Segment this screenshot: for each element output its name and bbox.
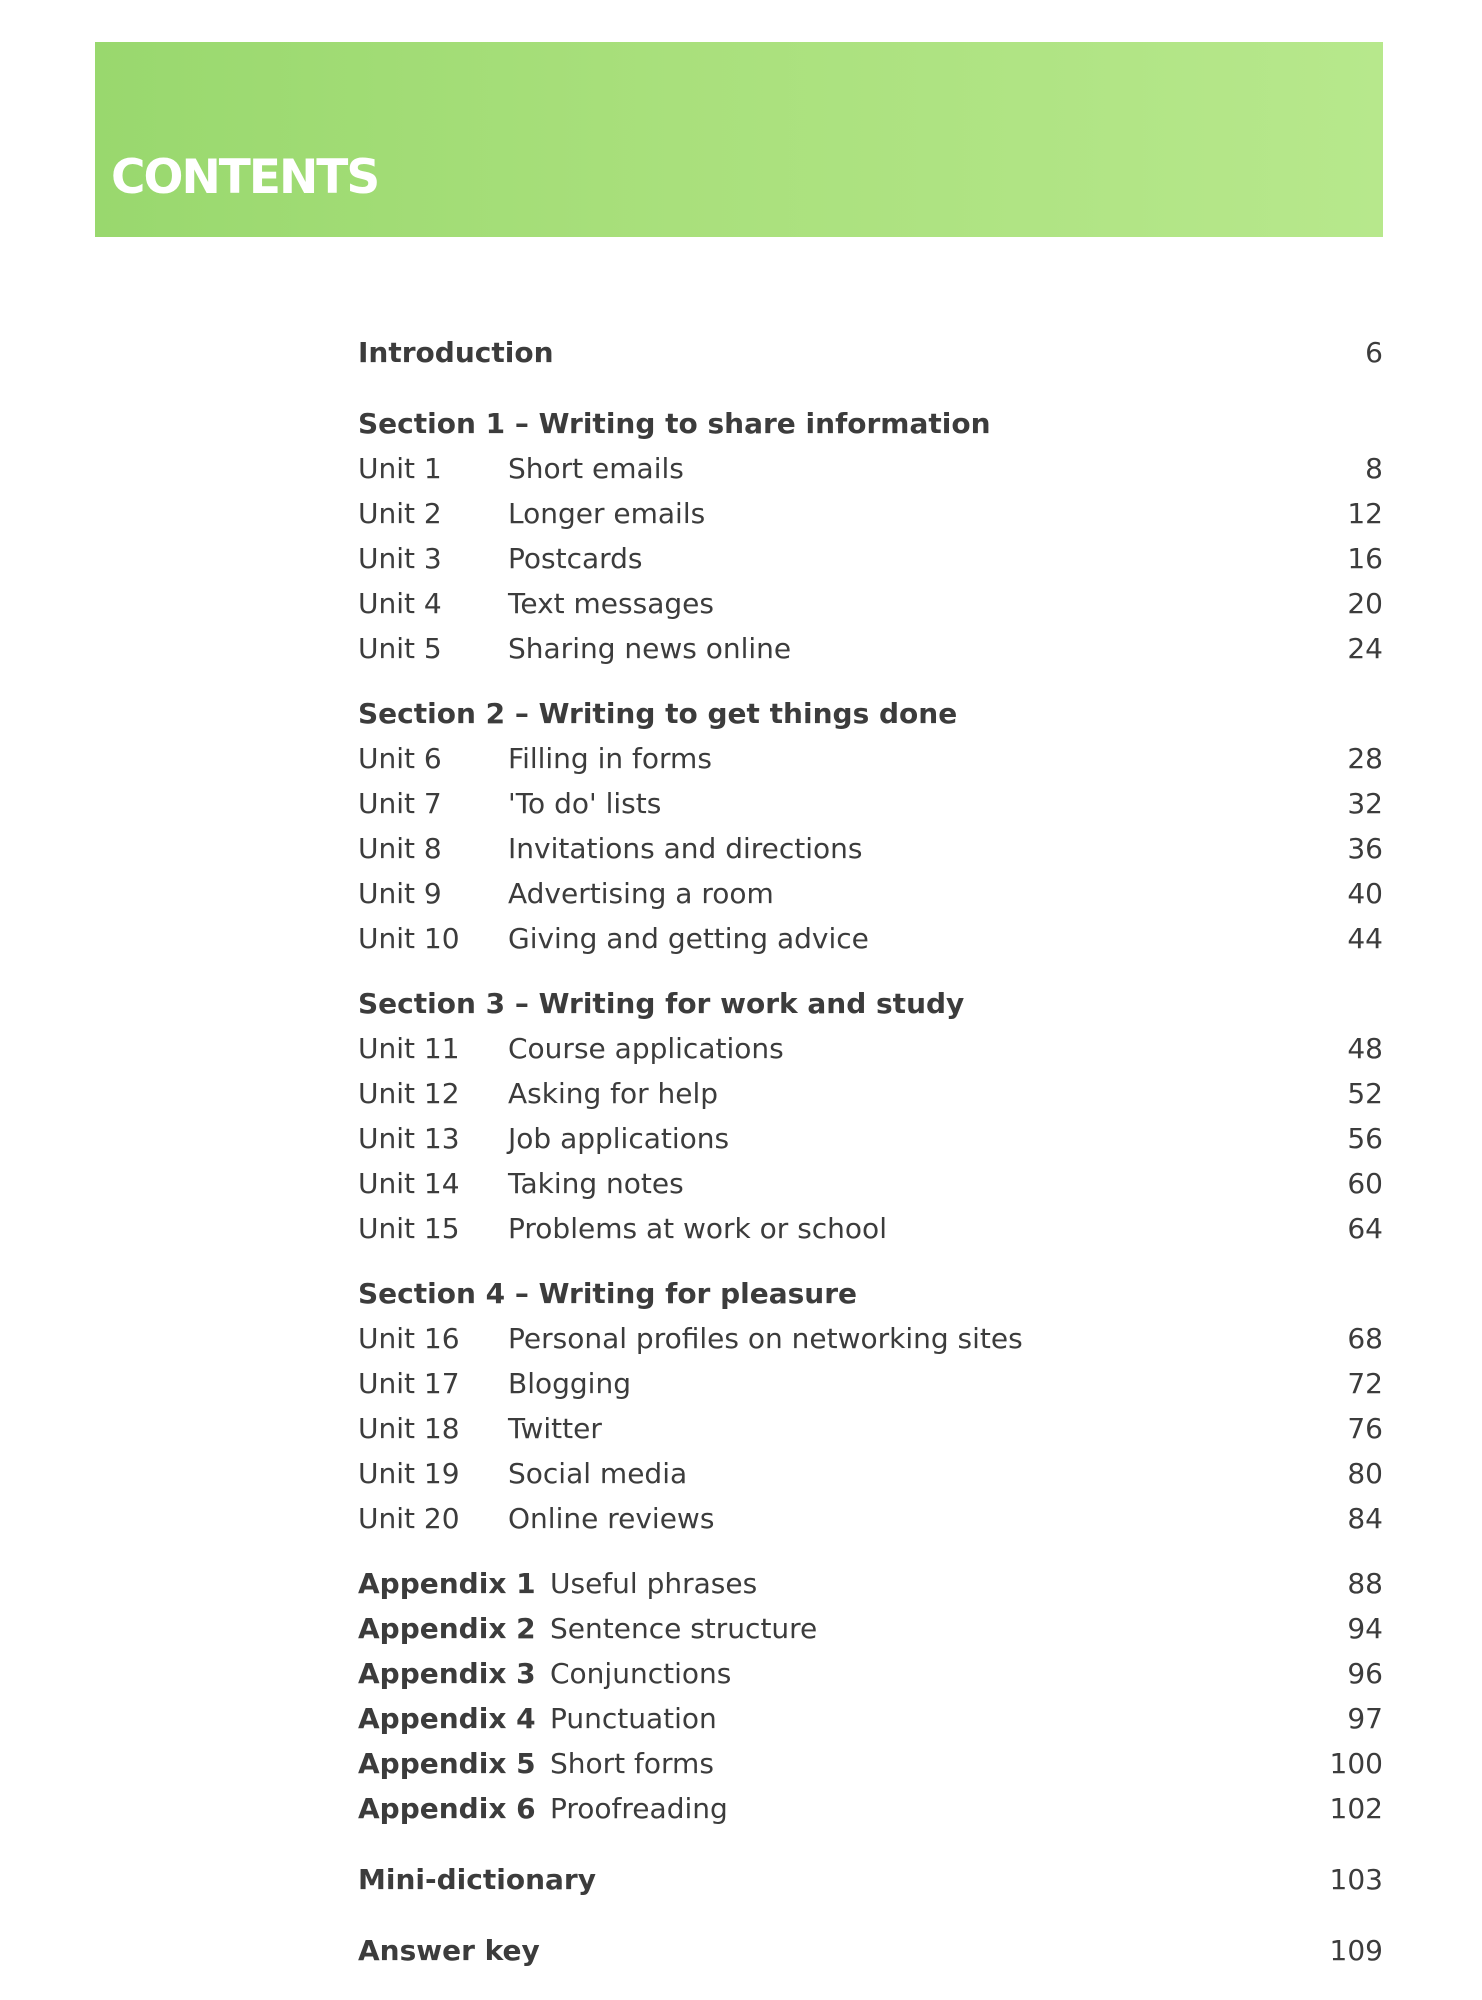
unit-page: 20: [1347, 587, 1383, 620]
appendix-title: Conjunctions: [550, 1657, 732, 1690]
toc-introduction[interactable]: [358, 330, 1383, 375]
toc-unit-row[interactable]: [358, 626, 1383, 671]
toc-unit-row[interactable]: [358, 1026, 1383, 1071]
toc-unit-row[interactable]: [358, 826, 1383, 871]
unit-title: Longer emails: [508, 497, 706, 530]
appendix-number: Appendix 4: [358, 1702, 536, 1735]
unit-title: Invitations and directions: [508, 832, 863, 865]
unit-title: Short emails: [508, 452, 684, 485]
toc-unit-row[interactable]: [358, 1406, 1383, 1451]
unit-page: 16: [1347, 542, 1383, 575]
toc-unit-row[interactable]: [358, 581, 1383, 626]
unit-page: 48: [1347, 1032, 1383, 1065]
unit-number: Unit 5: [358, 632, 442, 665]
toc-unit-row[interactable]: [358, 781, 1383, 826]
toc-appendix-row[interactable]: [358, 1696, 1383, 1741]
toc-unit-row[interactable]: [358, 871, 1383, 916]
unit-number: Unit 10: [358, 922, 460, 955]
section-heading-4: Section 4 – Writing for pleasure: [358, 1277, 858, 1310]
unit-number: Unit 13: [358, 1122, 460, 1155]
toc-unit-row[interactable]: [358, 1496, 1383, 1541]
unit-number: Unit 15: [358, 1212, 460, 1245]
appendix-title: Punctuation: [550, 1702, 717, 1735]
section-heading-3: Section 3 – Writing for work and study: [358, 987, 965, 1020]
unit-page: 80: [1347, 1457, 1383, 1490]
unit-page: 28: [1347, 742, 1383, 775]
appendix-page: 94: [1347, 1612, 1383, 1645]
unit-title: Online reviews: [508, 1502, 715, 1535]
toc-appendix-row[interactable]: [358, 1561, 1383, 1606]
unit-title: Personal profiles on networking sites: [508, 1322, 1023, 1355]
appendix-page: 96: [1347, 1657, 1383, 1690]
unit-title: Job applications: [508, 1122, 730, 1155]
appendix-page: 97: [1347, 1702, 1383, 1735]
introduction-label: Introduction: [358, 336, 554, 369]
section-heading-1: Section 1 – Writing to share information: [358, 407, 991, 440]
toc-appendix-row[interactable]: [358, 1651, 1383, 1696]
toc-appendix-row[interactable]: [358, 1786, 1383, 1831]
unit-page: 64: [1347, 1212, 1383, 1245]
unit-title: Postcards: [508, 542, 643, 575]
toc-unit-row[interactable]: [358, 1071, 1383, 1116]
unit-title: Twitter: [508, 1412, 602, 1445]
mini-dictionary-label: Mini-dictionary: [358, 1863, 596, 1896]
unit-page: 76: [1347, 1412, 1383, 1445]
toc-unit-row[interactable]: [358, 1116, 1383, 1161]
unit-page: 12: [1347, 497, 1383, 530]
unit-title: Sharing news online: [508, 632, 792, 665]
appendix-page: 100: [1329, 1747, 1383, 1780]
toc-unit-row[interactable]: [358, 1451, 1383, 1496]
unit-number: Unit 6: [358, 742, 442, 775]
appendix-title: Proofreading: [550, 1792, 728, 1825]
unit-number: Unit 19: [358, 1457, 460, 1490]
unit-number: Unit 3: [358, 542, 442, 575]
unit-number: Unit 14: [358, 1167, 460, 1200]
toc-appendix-row[interactable]: [358, 1606, 1383, 1651]
table-of-contents: [358, 330, 1383, 1973]
toc-unit-row[interactable]: [358, 736, 1383, 781]
mini-dictionary-page: 103: [1329, 1863, 1383, 1896]
unit-page: 32: [1347, 787, 1383, 820]
unit-number: Unit 1: [358, 452, 442, 485]
unit-page: 60: [1347, 1167, 1383, 1200]
unit-page: 68: [1347, 1322, 1383, 1355]
unit-title: 'To do' lists: [508, 787, 662, 820]
appendix-title: Short forms: [550, 1747, 714, 1780]
unit-title: Blogging: [508, 1367, 631, 1400]
appendix-number: Appendix 5: [358, 1747, 536, 1780]
unit-number: Unit 11: [358, 1032, 460, 1065]
toc-unit-row[interactable]: [358, 536, 1383, 581]
unit-page: 36: [1347, 832, 1383, 865]
appendix-title: Useful phrases: [550, 1567, 758, 1600]
unit-page: 40: [1347, 877, 1383, 910]
appendix-number: Appendix 3: [358, 1657, 536, 1690]
unit-number: Unit 7: [358, 787, 442, 820]
toc-unit-row[interactable]: [358, 1316, 1383, 1361]
section-heading-2: Section 2 – Writing to get things done: [358, 697, 958, 730]
unit-title: Filling in forms: [508, 742, 712, 775]
unit-number: Unit 9: [358, 877, 442, 910]
unit-number: Unit 8: [358, 832, 442, 865]
toc-unit-row[interactable]: [358, 1206, 1383, 1251]
answer-key-label: Answer key: [358, 1934, 540, 1967]
unit-page: 56: [1347, 1122, 1383, 1155]
toc-mini-dictionary[interactable]: [358, 1857, 1383, 1902]
unit-title: Text messages: [508, 587, 714, 620]
unit-number: Unit 2: [358, 497, 442, 530]
appendix-number: Appendix 6: [358, 1792, 536, 1825]
unit-title: Course applications: [508, 1032, 784, 1065]
unit-title: Giving and getting advice: [508, 922, 869, 955]
unit-number: Unit 20: [358, 1502, 460, 1535]
unit-number: Unit 18: [358, 1412, 460, 1445]
unit-title: Asking for help: [508, 1077, 719, 1110]
toc-unit-row[interactable]: [358, 446, 1383, 491]
toc-unit-row[interactable]: [358, 491, 1383, 536]
unit-title: Problems at work or school: [508, 1212, 887, 1245]
toc-unit-row[interactable]: [358, 1361, 1383, 1406]
unit-title: Advertising a room: [508, 877, 774, 910]
appendix-page: 102: [1329, 1792, 1383, 1825]
contents-banner: [95, 42, 1383, 237]
toc-answer-key[interactable]: [358, 1928, 1383, 1973]
unit-number: Unit 16: [358, 1322, 460, 1355]
unit-number: Unit 12: [358, 1077, 460, 1110]
unit-page: 84: [1347, 1502, 1383, 1535]
page-title: CONTENTS: [111, 150, 379, 205]
unit-number: Unit 4: [358, 587, 442, 620]
toc-unit-row[interactable]: [358, 1161, 1383, 1206]
unit-title: Social media: [508, 1457, 688, 1490]
unit-page: 44: [1347, 922, 1383, 955]
appendix-number: Appendix 2: [358, 1612, 536, 1645]
toc-appendix-row[interactable]: [358, 1741, 1383, 1786]
toc-unit-row[interactable]: [358, 916, 1383, 961]
unit-page: 8: [1365, 452, 1383, 485]
unit-page: 24: [1347, 632, 1383, 665]
appendix-page: 88: [1347, 1567, 1383, 1600]
unit-page: 52: [1347, 1077, 1383, 1110]
unit-number: Unit 17: [358, 1367, 460, 1400]
appendix-title: Sentence structure: [550, 1612, 818, 1645]
appendix-number: Appendix 1: [358, 1567, 536, 1600]
answer-key-page: 109: [1329, 1934, 1383, 1967]
unit-title: Taking notes: [508, 1167, 684, 1200]
introduction-page: 6: [1365, 336, 1383, 369]
unit-page: 72: [1347, 1367, 1383, 1400]
